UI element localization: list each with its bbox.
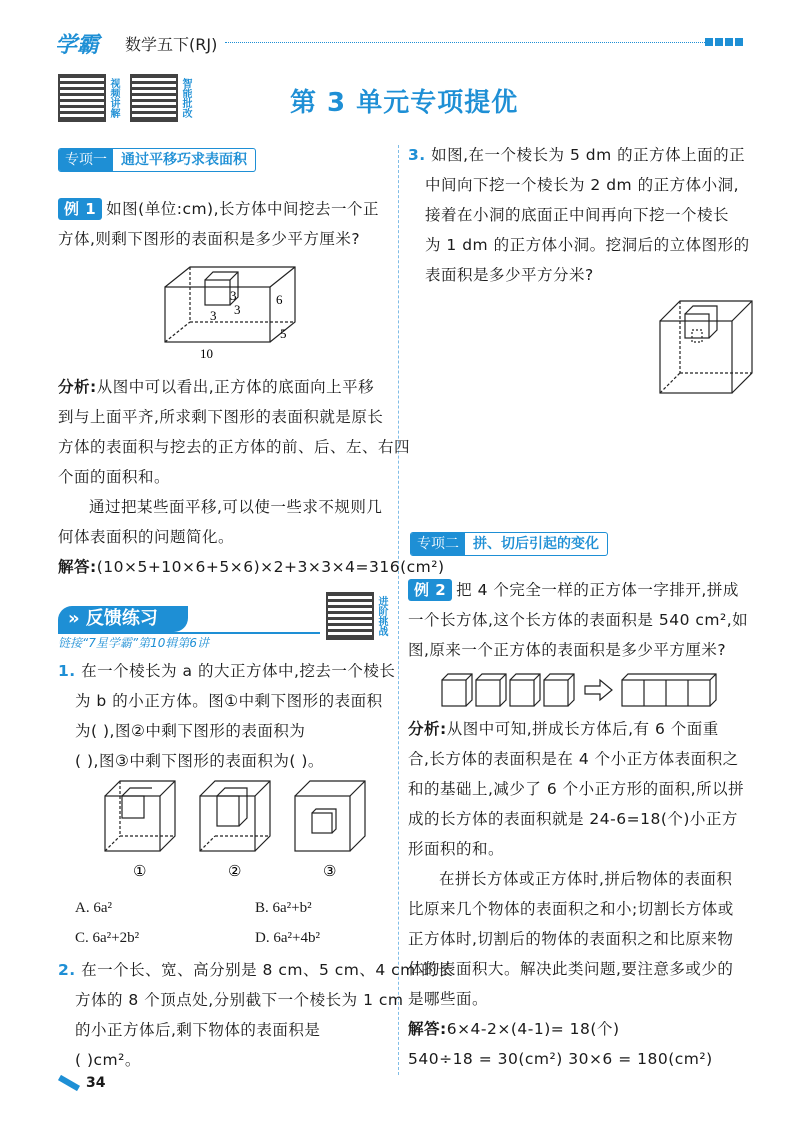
- qr-code-icon: [130, 74, 178, 122]
- question-1: 1. 在一个棱长为 a 的大正方体中,挖去一个棱长 为 b 的小正方体。图①中剩下图形的表面积 为( ),图②中剩下图形的表面积为 ( ),图③中剩下图形的表面积为( )。: [58, 662, 396, 770]
- example2-figure: [440, 670, 720, 710]
- example2-analysis: 分析:从图中可知,拼成长方体后,有 6 个面重 合,长方体的表面积是在 4 个小正方体表面积之 和的基础上,减少了 6 个小正方形的面积,所以拼 成的长方体的表面积就是 24-6=18(个)小正方 形面积的和。 在拼长方体或正方体时,拼后物体的表面积 比原来几个物体的表面积之和小;切割长方体或 正方体时,切割后的物体的表面积之和比原来物 体的表面积大。解决此类问题,要注意多或少的 是哪些面。 解答:6×4-2×(4-1)= 18(个) 540÷18 = 30(cm²) 30×6 = 180(cm²): [408, 720, 745, 1068]
- header-marks: [705, 38, 745, 46]
- column-divider: [398, 145, 399, 1075]
- example1-analysis: 分析:从图中可以看出,正方体的底面向上平移 到与上面平齐,所求剩下图形的表面积就是原长 方体的表面积与挖去的正方体的前、后、左、右四 个面的面积和。 通过把某些面平移,可以使一些求不规则几 何体表面积的问题简化。 解答:(10×5+10×6+5×6)×2+3×3×4=316(cm²): [58, 378, 445, 576]
- fig-label-d2: 3: [234, 302, 241, 317]
- example2: 例 2 把 4 个完全一样的正方体一字排开,拼成 一个长方体,这个长方体的表面积是 540 cm²,如 图,原来一个正方体的表面积是多少平方厘米?: [408, 581, 749, 659]
- feedback-link[interactable]: 链接“7星学霸”第10辑第6讲: [58, 632, 320, 652]
- pencil-icon: [58, 1075, 80, 1091]
- qr-challenge[interactable]: 进阶挑战: [326, 592, 387, 640]
- svg-text:①: ①: [133, 864, 147, 880]
- example1-label: 例 1: [58, 198, 102, 220]
- brand-logo: 学霸: [55, 33, 100, 58]
- question-1-options: [75, 893, 385, 953]
- qr-grading[interactable]: 智能批改: [130, 74, 191, 122]
- fig-label-l: 10: [200, 346, 213, 361]
- option-b[interactable]: B. 6a²+b²: [255, 900, 312, 916]
- page-title: 第 3 单元专项提优: [290, 88, 519, 118]
- question-3-figure: [655, 296, 755, 396]
- question-3: 3. 如图,在一个棱长为 5 dm 的正方体上面的正 中间向下挖一个棱长为 2 dm 的正方体小洞, 接着在小洞的底面正中间再向下挖一个棱长 为 1 dm 的正方体小洞。挖洞后的立体图形的 表面积是多少平方分米?: [408, 146, 750, 284]
- option-a[interactable]: A. 6a²: [75, 900, 112, 916]
- fig-label-d1: 3: [230, 288, 237, 303]
- qr-code-icon: [58, 74, 106, 122]
- feedback-banner: [58, 606, 320, 652]
- feedback-title: » 反馈练习: [58, 606, 188, 632]
- question-1-figures: [100, 776, 380, 886]
- section2-tag: 专项二 拼、切后引起的变化: [410, 532, 608, 556]
- header-subject: 数学五下(RJ): [125, 35, 218, 54]
- example2-label: 例 2: [408, 579, 452, 601]
- option-d[interactable]: D. 6a²+4b²: [255, 930, 320, 946]
- example1-figure: [160, 262, 300, 362]
- svg-text:②: ②: [228, 864, 242, 880]
- header-rule: [225, 42, 745, 43]
- page-number: 34: [58, 1075, 105, 1091]
- qr-video[interactable]: 视频讲解: [58, 74, 119, 122]
- header: [45, 28, 745, 58]
- fig-label-d3: 3: [210, 308, 217, 323]
- option-c[interactable]: C. 6a²+2b²: [75, 930, 140, 946]
- fig-label-w: 5: [280, 326, 287, 341]
- fig-label-h: 6: [276, 292, 283, 307]
- question-2: 2. 在一个长、宽、高分别是 8 cm、5 cm、4 cm 的长 方体的 8 个顶点处,分别截下一个棱长为 1 cm 的小正方体后,剩下物体的表面积是 ( )cm²。: [58, 961, 454, 1069]
- qr-code-icon: [326, 592, 374, 640]
- example1: 例 1 如图(单位:cm),长方体中间挖去一个正 方体,则剩下图形的表面积是多少平方厘米?: [58, 200, 380, 248]
- section1-tag: 专项一 通过平移巧求表面积: [58, 148, 256, 172]
- svg-text:③: ③: [323, 864, 337, 880]
